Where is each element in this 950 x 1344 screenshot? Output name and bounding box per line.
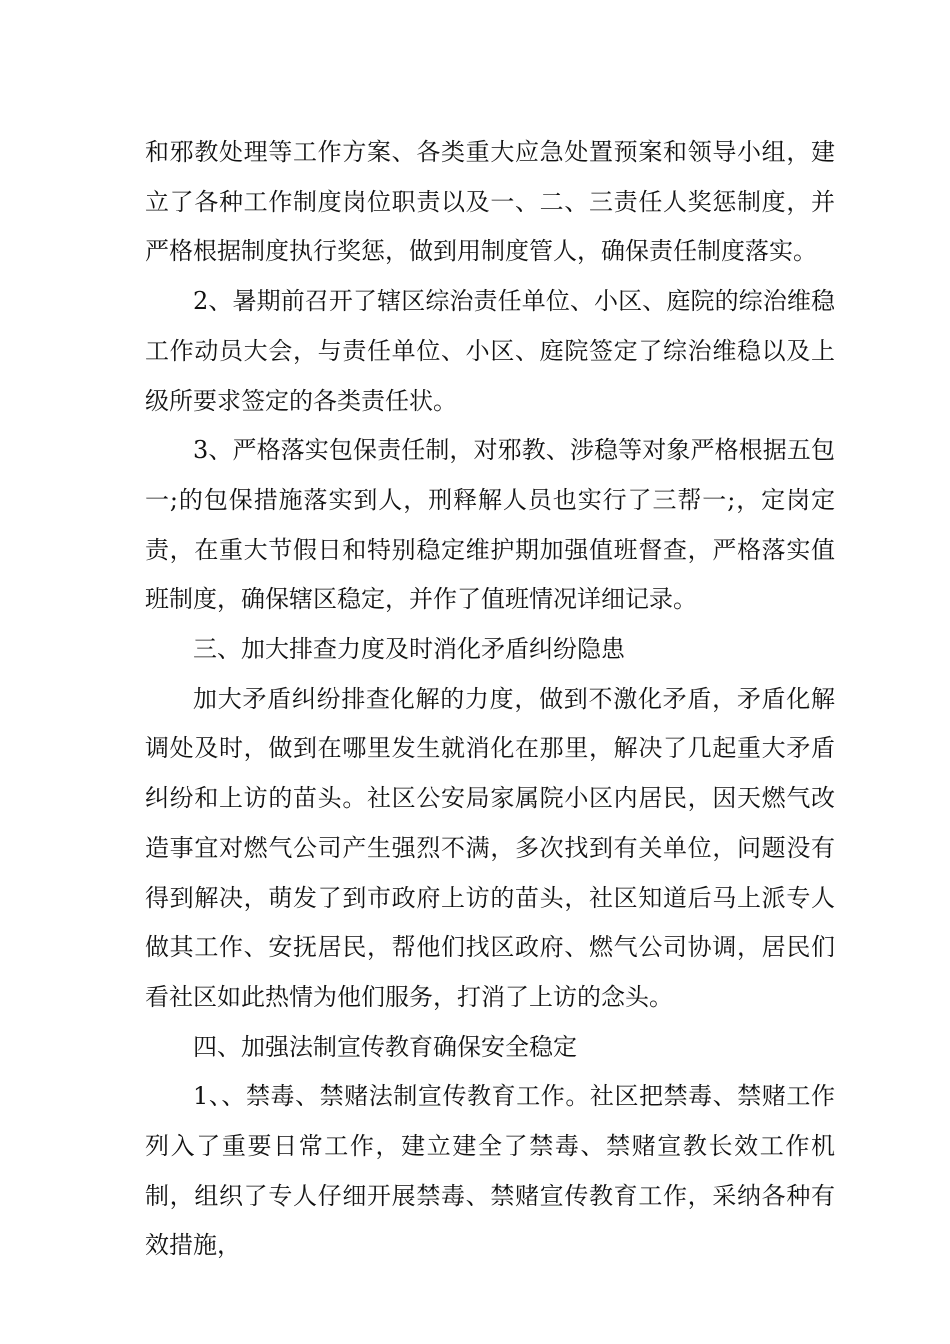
section-heading-3: 三、加大排查力度及时消化矛盾纠纷隐患 — [193, 635, 625, 664]
document-body — [145, 128, 835, 1271]
paragraph-continuation: 和邪教处理等工作方案、各类重大应急处置预案和领导小组，建立了各种工作制度岗位职责以及一、二、三责任人奖惩制度，并严格根据制度执行奖惩，做到用制度管人，确保责任制度落实。 — [145, 138, 835, 266]
paragraph-item-3: 3、严格落实包保责任制，对邪教、涉稳等对象严格根据五包一;的包保措施落实到人，刑释解人员也实行了三帮一;，定岗定责，在重大节假日和特别稳定维护期加强值班督查，严格落实值班制度，确保辖区稳定，并作了值班情况详细记录。 — [145, 436, 835, 614]
paragraph-section-4-item-1: 1、、禁毒、禁赌法制宣传教育工作。社区把禁毒、禁赌工作列入了重要日常工作，建立建全了禁毒、禁赌宣教长效工作机制，组织了专人仔细开展禁毒、禁赌宣传教育工作，采纳各种有效措施， — [145, 1082, 835, 1260]
paragraph-section-3-body: 加大矛盾纠纷排查化解的力度，做到不激化矛盾，矛盾化解调处及时，做到在哪里发生就消化在那里，解决了几起重大矛盾纠纷和上访的苗头。社区公安局家属院小区内居民，因天燃气改造事宜对燃气公司产生强烈不满，多次找到有关单位，问题没有得到解决，萌发了到市政府上访的苗头，社区知道后马上派专人做其工作、安抚居民，帮他们找区政府、燃气公司协调，居民们看社区如此热情为他们服务，打消了上访的念头。 — [145, 684, 835, 1011]
section-heading-4: 四、加强法制宣传教育确保安全稳定 — [193, 1032, 577, 1061]
paragraph-item-2: 2、暑期前召开了辖区综治责任单位、小区、庭院的综治维稳工作动员大会，与责任单位、小区、庭院签定了综治维稳以及上级所要求签定的各类责任状。 — [145, 287, 835, 415]
